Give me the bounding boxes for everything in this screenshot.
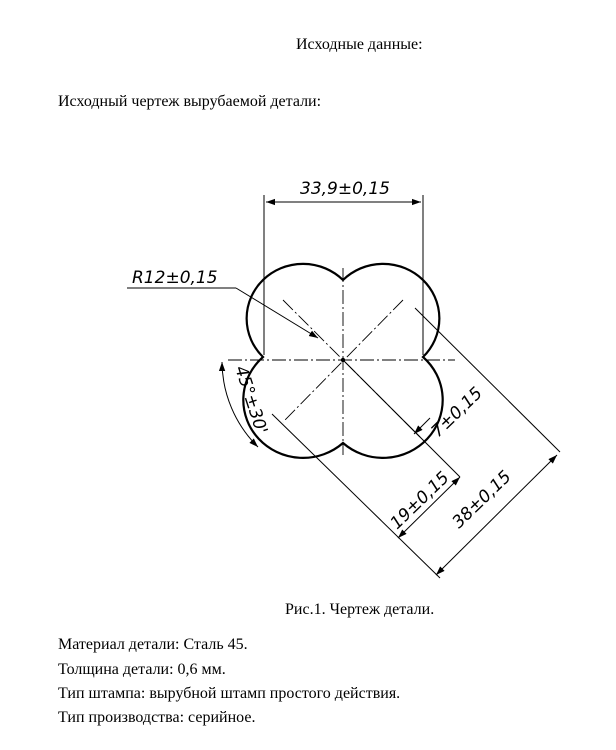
- spec-thickness: Толщина детали: 0,6 мм.: [58, 661, 226, 678]
- radius-dimension-label: R12±0,15: [132, 268, 218, 288]
- outer-dimension-label: 38±0,15: [448, 466, 516, 533]
- diagonal-extension-lines: [272, 308, 560, 578]
- spec-material: Материал детали: Сталь 45.: [58, 636, 248, 653]
- width-dimension-label: 33,9±0,15: [300, 179, 390, 199]
- radius-leader: [127, 288, 318, 338]
- drawing-intro: Исходный чертеж вырубаемой детали:: [58, 93, 322, 110]
- angle-dimension-label: 45°±30': [230, 363, 272, 437]
- page-heading: Исходные данные:: [296, 36, 423, 53]
- width-dimension: [264, 195, 423, 355]
- spec-production-type: Тип производства: серийное.: [58, 709, 256, 726]
- offset-dimension-label: 7±0,15: [427, 383, 487, 442]
- inner-dimension-label: 19±0,15: [386, 467, 454, 534]
- figure-caption: Рис.1. Чертеж детали.: [285, 601, 435, 618]
- spec-die-type: Тип штампа: вырубной штамп простого действия.: [58, 685, 401, 702]
